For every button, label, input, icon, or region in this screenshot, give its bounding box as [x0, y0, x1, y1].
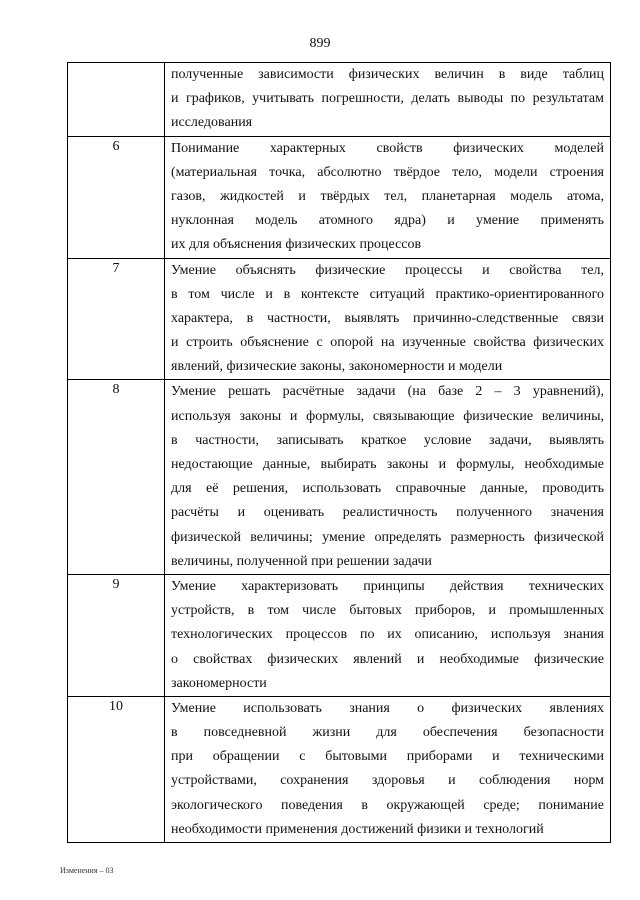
- requirement-text: [165, 696, 611, 842]
- table-row: [68, 136, 611, 258]
- requirement-text: [165, 258, 611, 380]
- text-line: Умение характеризовать принципы действия технических: [171, 578, 604, 594]
- row-number: 10: [68, 696, 165, 842]
- requirements-table-body: [68, 63, 611, 843]
- text-line: о свойствах физических явлений и необходимые физические: [171, 651, 604, 667]
- text-line: в том числе и в контексте ситуаций практико-ориентированного: [171, 286, 604, 302]
- text-line: физической величины; умение определять размерность физической: [171, 529, 604, 545]
- text-line: величины, полученной при решении задачи: [171, 553, 432, 569]
- text-line: устройств, в том числе бытовых приборов, и промышленных: [171, 603, 604, 619]
- text-line: расчёты и оценивать реалистичность полученного значения: [171, 505, 604, 521]
- text-line: для её решения, использовать справочные данные, проводить: [171, 481, 604, 497]
- text-line: в частности, записывать краткое условие задачи, выявлять: [171, 432, 604, 448]
- row-number: 8: [68, 380, 165, 575]
- table-row: [68, 258, 611, 380]
- text-line: явлений, физические законы, закономерности и модели: [171, 359, 503, 375]
- requirement-text: [165, 136, 611, 258]
- text-line: газов, жидкостей и твёрдых тел, планетарная модель атома,: [171, 188, 604, 204]
- text-line: и строить объяснение с опорой на изученные свойства физических: [171, 335, 604, 351]
- text-line: устройствами, сохранения здоровья и соблюдения норм: [171, 773, 604, 789]
- text-line: недостающие данные, выбирать законы и формулы, необходимые: [171, 457, 604, 472]
- text-line: Умение решать расчётные задачи (на базе 2 – 3 уравнений),: [171, 384, 604, 400]
- requirements-table: [67, 62, 611, 843]
- text-line: и графиков, учитывать погрешности, делать выводы по результатам: [171, 91, 604, 107]
- text-line: необходимости применения достижений физики и технологий: [171, 821, 544, 837]
- row-number: 6: [68, 136, 165, 258]
- text-line: Умение объяснять физические процессы и свойства тел,: [171, 262, 604, 278]
- requirement-text: [165, 63, 611, 137]
- table-row: [68, 63, 611, 137]
- requirement-text: [165, 574, 611, 696]
- text-line: Понимание характерных свойств физических моделей: [171, 140, 604, 156]
- text-line: (материальная точка, абсолютно твёрдое тело, модели строения: [171, 164, 604, 180]
- row-number: 9: [68, 574, 165, 696]
- table-row: [68, 380, 611, 575]
- text-line: в повседневной жизни для обеспечения безопасности: [171, 725, 604, 741]
- text-line: полученные зависимости физических величин в виде таблиц: [171, 67, 604, 82]
- page-number: 899: [309, 36, 331, 51]
- table-row: [68, 696, 611, 842]
- text-line: закономерности: [171, 675, 267, 691]
- text-line: технологических процессов по их описанию, используя знания: [171, 627, 604, 643]
- text-line: нуклонная модель атомного ядра) и умение применять: [171, 213, 604, 229]
- text-line: исследования: [171, 115, 253, 131]
- text-line: используя законы и формулы, связывающие физические величины,: [171, 408, 604, 424]
- requirement-text: [165, 380, 611, 575]
- text-line: Умение использовать знания о физических явлениях: [171, 700, 604, 716]
- row-number: [68, 63, 165, 137]
- footer-revision: Изменения – 03: [60, 866, 114, 875]
- text-line: характера, в частности, выявлять причинно-следственные связи: [171, 310, 604, 326]
- row-number: 7: [68, 258, 165, 380]
- text-line: их для объяснения физических процессов: [171, 237, 422, 253]
- table-row: [68, 574, 611, 696]
- text-line: при обращении с бытовыми приборами и техническими: [171, 749, 604, 765]
- text-line: экологического поведения в окружающей среде; понимание: [171, 797, 604, 813]
